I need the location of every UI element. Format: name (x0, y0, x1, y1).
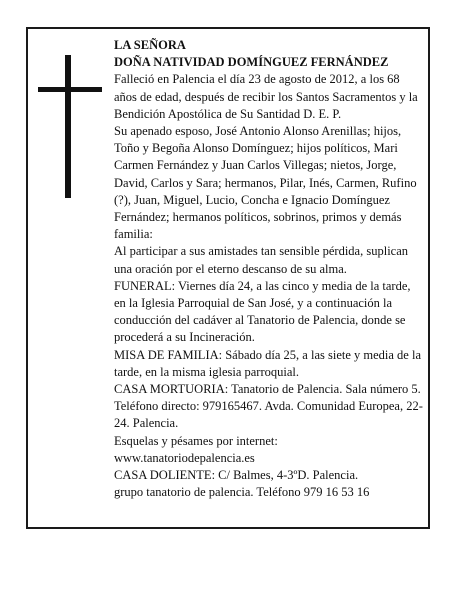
request-paragraph: Al participar a sus amistades tan sensible pérdida, suplican una oración por el eterno descanso de su alma. (114, 244, 409, 276)
death-paragraph: Falleció en Palencia el día 23 de agosto de 2012, a los 68 años de edad, después de recibir los Santos Sacramentos y la Bendición Apostólica de Su Santidad D. E. P. (114, 72, 418, 121)
cross-icon (38, 55, 102, 198)
deceased-name: DOÑA NATIVIDAD DOMÍNGUEZ FERNÁNDEZ (114, 55, 389, 70)
cross-horizontal-bar (38, 87, 102, 92)
website-link[interactable]: www.tanatoriodepalencia.es (114, 450, 255, 465)
title-line-1: LA SEÑORA (114, 38, 186, 52)
obituary-text (114, 37, 424, 501)
condolences-label: Esquelas y pésames por internet: (114, 433, 278, 448)
mortuary-paragraph: CASA MORTUORIA: Tanatorio de Palencia. Sala número 5. Teléfono directo: 979165467. Avda. Comunidad Europea, 22-24. Palencia. (114, 382, 423, 431)
mass-paragraph: MISA DE FAMILIA: Sábado día 25, a las siete y media de la tarde, en la misma iglesia parroquial. (114, 347, 422, 379)
funeral-paragraph: FUNERAL: Viernes día 24, a las cinco y media de la tarde, en la Iglesia Parroquial de San José, y a continuación la conducción del cadáver al Tanatorio de Palencia, donde se procederá a su Incineración. (114, 278, 411, 345)
footer-line: grupo tanatorio de palencia. Teléfono 979 16 53 16 (114, 485, 370, 500)
home-address: CASA DOLIENTE: C/ Balmes, 4-3ºD. Palencia. (114, 468, 359, 483)
cross-vertical-bar (65, 55, 71, 198)
family-paragraph: Su apenado esposo, José Antonio Alonso Arenillas; hijos, Toño y Begoña Alonso Domínguez; hijos políticos, Mari Carmen Fernández y Juan Carlos Villegas; nietos, Jorge, David, Carlos y Sara; hermanos, Pilar, Inés, Carmen, Rufino (?), Juan, Miguel, Lucio, Concha e Ignacio Domínguez Fernández; hermanos políticos, sobrinos, primos y demás familia: (114, 124, 417, 242)
